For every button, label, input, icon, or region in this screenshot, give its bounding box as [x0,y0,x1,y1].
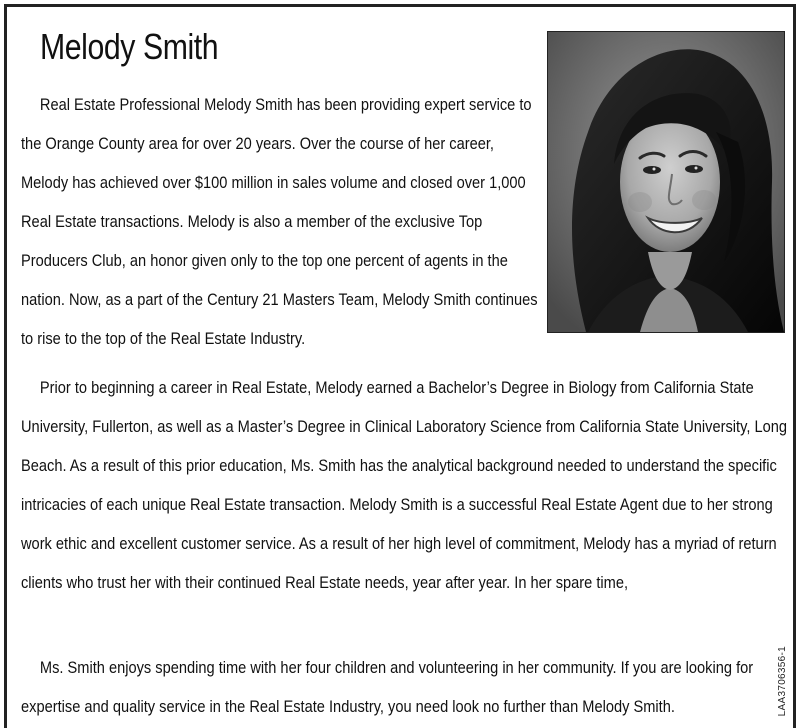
agent-photo [547,31,785,333]
ad-code-label: LAA3706356-1 [777,645,788,716]
bio-paragraph-2: Prior to beginning a career in Real Estate, Melody earned a Bachelor’s Degree in Biology from California State University, Fullerton, as well as a Master’s Degree in Clinical Laboratory Science from California State University, Long Beach. As a result of this prior education, Ms. Smith has the analytical background needed to understand the specific intricacies of each unique Real Estate transaction. Melody Smith is a successful Real Estate Agent due to her strong work ethic and excellent customer service. As a result of her high level of commitment, Melody has a myriad of return clients who trust her with their continued Real Estate needs, year after year. In her spare time, [21,378,787,592]
agent-name-heading: Melody Smith [40,26,219,67]
bio-paragraph-1: Real Estate Professional Melody Smith has been providing expert service to the Orange County area for over 20 years. Over the course of her career, Melody has achieved over $100 million in sales volume and closed over 1,000 Real Estate transactions. Melody is also a member of the exclusive Top Producers Club, an honor given only to the top one percent of agents in the nation. Now, as a part of the Century 21 Masters Team, Melody Smith continues to rise to the top of the Real Estate Industry. [21,95,538,348]
bio-paragraph-3: Ms. Smith enjoys spending time with her four children and volunteering in her community. If you are looking for expertise and quality service in the Real Estate Industry, you need look no further than Melody Smith. [21,658,754,716]
ad-frame [4,4,796,728]
